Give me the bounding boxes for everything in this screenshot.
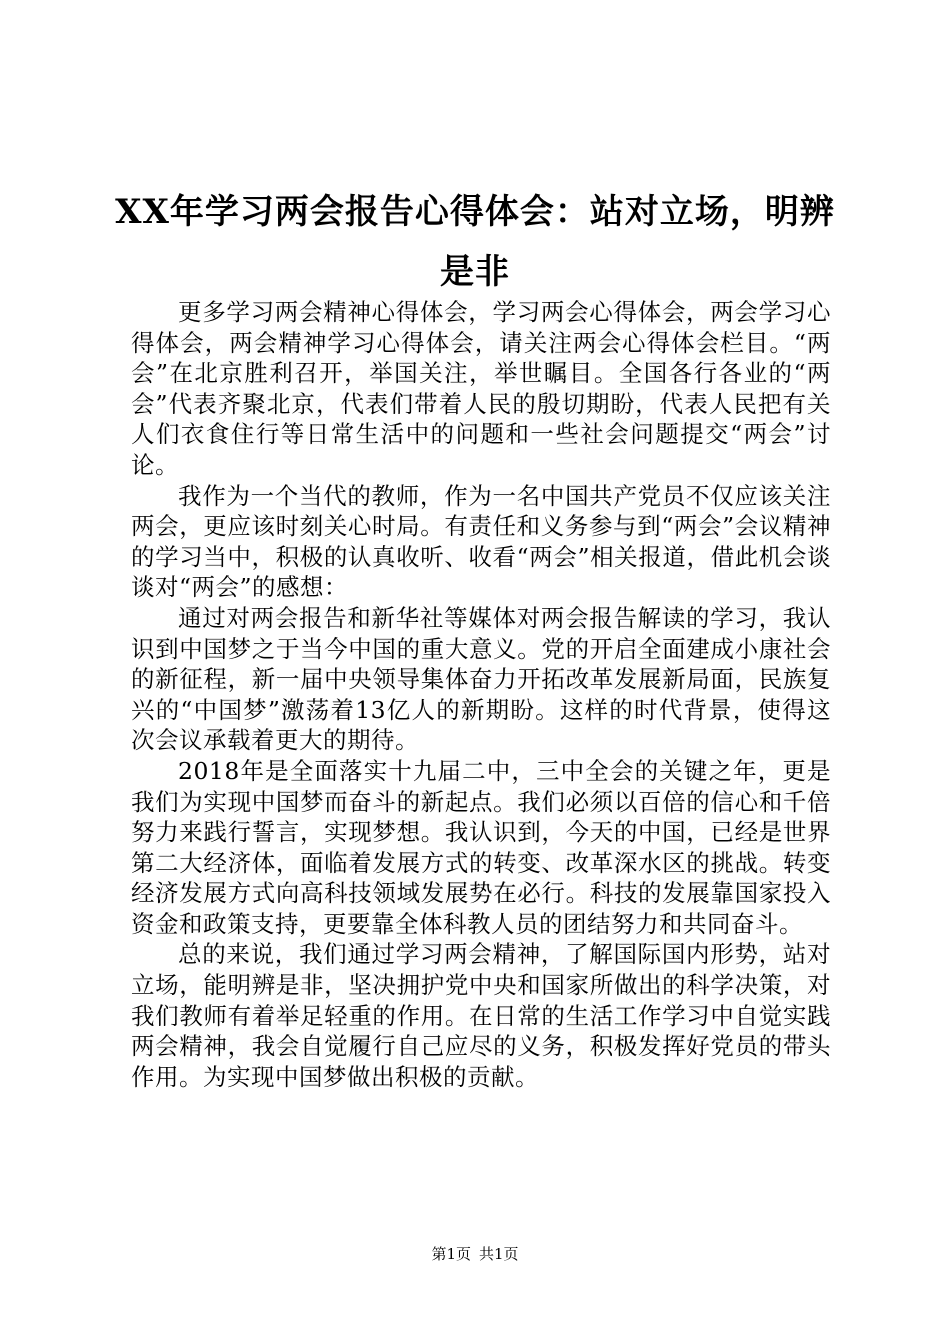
paragraph: 我作为一个当代的教师，作为一名中国共产党员不仅应该关注两会，更应该时刻关心时局。有责任和义务参与到“两会”会议精神的学习当中，积极的认真收听、收看“两会”相关报道，借此机会谈谈对“两会”的感想： <box>131 481 831 602</box>
page-footer <box>0 1244 950 1264</box>
paragraph: 2018年是全面落实十九届二中，三中全会的关键之年，更是我们为实现中国梦而奋斗的新起点。我们必须以百倍的信心和千倍努力来践行誓言，实现梦想。我认识到，今天的中国，已经是世界第二大经济体，面临着发展方式的转变、改革深水区的挑战。转变经济发展方式向高科技领域发展势在必行。科技的发展靠国家投入资金和政策支持，更要靠全体科教人员的团结努力和共同奋斗。 <box>131 756 831 938</box>
paragraph: 更多学习两会精神心得体会，学习两会心得体会，两会学习心得体会，两会精神学习心得体会，请关注两会心得体会栏目。“两会”在北京胜利召开，举国关注，举世瞩目。全国各行各业的“两会”代表齐聚北京，代表们带着人民的殷切期盼，代表人民把有关人们衣食住行等日常生活中的问题和一些社会问题提交“两会”讨论。 <box>131 298 831 479</box>
document-title: XX年学习两会报告心得体会：站对立场，明辨是非 <box>115 192 835 292</box>
paragraph: 总的来说，我们通过学习两会精神，了解国际国内形势，站对立场，能明辨是非，坚决拥护党中央和国家所做出的科学决策，对我们教师有着举足轻重的作用。在日常的生活工作学习中自觉实践两会精神，我会自觉履行自己应尽的义务，积极发挥好党员的带头作用。为实现中国梦做出积极的贡献。 <box>131 940 831 1091</box>
document-body <box>131 297 831 1092</box>
paragraph: 通过对两会报告和新华社等媒体对两会报告解读的学习，我认识到中国梦之于当今中国的重大意义。党的开启全面建成小康社会的新征程，新一届中央领导集体奋力开拓改革发展新局面，民族复兴的“中国梦”激荡着13亿人的新期盼。这样的时代背景，使得这次会议承载着更大的期待。 <box>131 603 831 755</box>
page-total: 共1页 <box>479 1245 519 1263</box>
page-number: 第1页 <box>431 1245 471 1263</box>
